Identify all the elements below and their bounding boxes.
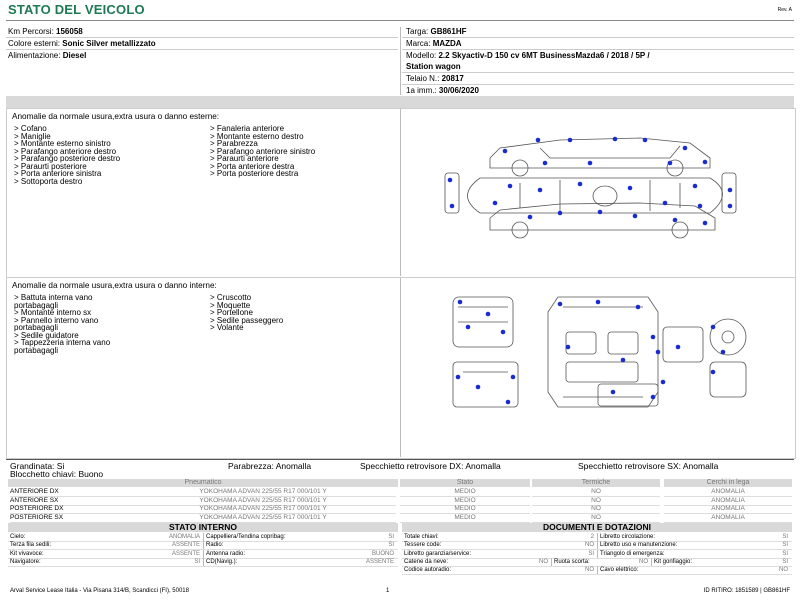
grid-value: SI [782,542,788,549]
car-exterior-diagram [440,118,740,248]
list-item: > Sedile passeggero [210,315,284,325]
grid-value: ASSENTE [171,550,200,557]
list-item: > Paraurti posteriore [14,161,87,171]
documents-grid [402,533,792,575]
grid-label: Triangolo di emergenza: [600,550,665,557]
list-item: > Parafango anteriore destro [14,146,117,156]
internal-damage-list [12,282,392,442]
grid-value: SI [782,534,788,540]
grid-value: ASSENTE [171,542,200,549]
tyre-alloy: ANOMALIA [664,497,792,506]
grid-label: Navigatore: [10,558,41,565]
list-item: > Sedile guidatore [14,330,79,340]
list-item: > Porta posteriore destra [210,169,299,178]
grid-value: SI [782,558,788,565]
list-item: > Tappezzeria interna vano [14,338,111,347]
tyre-model: YOKOHAMA ADVAN 225/55 R17 000/101 Y [130,488,396,497]
registration-value: 30/06/2020 [438,86,479,95]
list-item: portabagagli [14,323,59,332]
model-value-2: Station wagon [406,62,461,71]
internal-col-1 [14,294,110,354]
tyre-state: MEDIO [400,497,530,506]
list-item: > Fanaleria anteriore [210,124,285,133]
grid-label: Kit vivavoce: [10,550,44,557]
grid-value: ASSENTE [365,558,394,565]
footer-company: Arval Service Lease Italia - Via Pisana 314/B, Scandicci (FI), 50018 [10,588,189,594]
grid-label: Codice autoradio: [404,567,452,574]
windshield-status: Parabrezza: Anomalla [228,461,312,471]
mirror-sx-status: Specchietto retrovisore SX: Anomalla [578,461,719,471]
plate-row [406,27,466,36]
grid-label: Cappelliera/Tendina copribag: [206,534,286,540]
grid-label: Ruota scorta: [554,558,590,565]
tyre-model: YOKOHAMA ADVAN 225/55 R17 000/101 Y [130,514,396,523]
grid-value: 2 [590,534,594,540]
brand-label: Marca: [406,39,431,48]
tyre-position: POSTERIORE DX [10,505,130,514]
grid-value: NO [585,567,594,574]
tyre-alloy: ANOMALIA [664,514,792,523]
tyre-thermal: NO [532,497,660,506]
list-item: > Moquette [210,300,251,310]
tyre-model: YOKOHAMA ADVAN 225/55 R17 000/101 Y [130,497,396,506]
alloy-header: Cerchi in lega [664,479,792,487]
brand-row [406,39,462,48]
grid-label: Cavo elettrico: [600,567,639,574]
tyre-header: Pneumatico [8,479,398,487]
internal-state-grid [8,533,398,567]
internal-col-2 [210,294,283,332]
grid-label: Totale chiavi: [404,534,439,540]
list-item: > Montante esterno destro [210,131,304,141]
list-item: > Cofano [14,124,47,133]
section-band [6,96,794,108]
tyre-alloy: ANOMALIA [664,488,792,497]
footer-id: ID RITIRO: 1851589 | GB861HF [703,588,790,594]
grid-value: SI [194,558,200,565]
tyre-model: YOKOHAMA ADVAN 225/55 R17 000/101 Y [130,505,396,514]
list-item: > Porta anteriore sinistra [14,169,102,178]
page-title: STATO DEL VEICOLO [8,2,145,17]
list-item: > Montante interno sx [14,308,92,317]
km-row [8,27,83,36]
list-item: > Pannello interno vano [14,315,99,325]
grid-label: Catene da neve: [404,558,449,565]
tyre-position: ANTERIORE DX [10,488,130,497]
thermal-header: Termiche [532,479,660,487]
color-value: Sonic Silver metallizzato [62,39,156,48]
tyre-state: MEDIO [400,488,530,497]
km-label: Km Percorsi: [8,27,54,36]
revision-label: Rev. A [777,7,792,13]
list-item: > Sottoporta destro [14,176,83,186]
registration-row [406,86,479,95]
footer-page-number: 1 [386,588,390,594]
grid-label: Libretto circolazione: [600,534,656,540]
chassis-label: Telaio N.: [406,74,440,83]
tyre-thermal: NO [532,488,660,497]
state-header: Stato [400,479,530,487]
grid-label: Tessere code: [404,542,442,549]
registration-label: 1a imm.: [406,86,437,95]
list-item: > Volante [210,323,244,332]
external-heading: Anomalie da normale usura,extra usura o danno esterne: [12,112,220,121]
grid-value: ANOMALIA [168,534,200,540]
model-value: 2.2 Skyactiv-D 150 cv 6MT BusinessMazda6 / 2018 / 5P / [438,51,650,60]
model-label: Modello: [406,51,437,60]
list-item: > Montante esterno sinistro [14,139,111,148]
grid-label: Kit gonfiaggio: [654,558,693,565]
grid-value: SI [782,550,788,557]
list-item: > Porta anteriore destra [210,161,295,171]
list-item: > Cruscotto [210,293,252,302]
fuel-value: Diesel [62,51,87,60]
title-divider [6,20,794,21]
list-item: > Battuta interna vano [14,293,93,302]
fuel-row [8,51,86,60]
list-item: portabagagli [14,300,59,310]
tyre-position: ANTERIORE SX [10,497,130,506]
chassis-row [406,74,464,83]
grid-value: BUONO [371,550,394,557]
tyre-state: MEDIO [400,514,530,523]
grid-value: SI [588,550,594,557]
internal-heading: Anomalie da normale usura,extra usura o danno interne: [12,281,217,290]
grid-label: Libretto garanzia/service: [404,550,472,557]
grid-label: Cielo: [10,534,26,540]
brand-value: MAZDA [432,39,462,48]
grid-label: Terza fila sedili: [10,542,52,549]
list-item: portabagagli [14,345,59,355]
color-row [8,39,156,48]
grid-value: NO [779,567,788,574]
key-lock-status: Blocchetto chiavi: Buono [10,469,104,479]
external-col-2 [210,125,315,178]
tyre-thermal: NO [532,505,660,514]
model-row [406,51,650,60]
grid-label: CD(Navig.): [206,558,238,565]
list-item: > Parabrezza [210,139,258,148]
grid-label: Antenna radio: [206,550,246,557]
list-item: > Paraurti anteriore [210,154,279,163]
grid-row [402,566,792,575]
grid-row [8,558,398,567]
grid-label: Libretto uso e manutenzione: [600,542,678,549]
tyre-position: POSTERIORE SX [10,514,130,523]
tyre-state: MEDIO [400,505,530,514]
tyre-alloy: ANOMALIA [664,505,792,514]
grid-value: NO [539,558,548,565]
plate-label: Targa: [406,27,429,36]
grid-value: SI [388,542,394,549]
list-item: > Parafango anteriore sinistro [210,146,316,156]
km-value: 156058 [56,27,83,36]
chassis-value: 20817 [441,74,464,83]
external-col-1 [14,125,120,185]
color-label: Colore esterni: [8,39,61,48]
grid-value: NO [639,558,648,565]
model-row-2 [406,62,461,71]
tyre-thermal: NO [532,514,660,523]
grid-value: NO [585,542,594,549]
mirror-dx-status: Specchietto retrovisore DX: Anomalla [360,461,501,471]
fuel-label: Alimentazione: [8,51,61,60]
hail-status: Grandinata: Si [10,461,65,471]
internal-state-title: STATO INTERNO [8,523,398,532]
documents-title: DOCUMENTI E DOTAZIONI [402,523,792,532]
list-item: > Parafango posteriore destro [14,154,121,163]
list-item: > Portellone [210,308,253,317]
grid-label: Radio: [206,542,224,549]
plate-value: GB861HF [430,27,467,36]
external-damage-list [12,113,392,273]
grid-value: SI [388,534,394,540]
list-item: > Maniglie [14,131,51,141]
car-interior-diagram [448,292,758,412]
